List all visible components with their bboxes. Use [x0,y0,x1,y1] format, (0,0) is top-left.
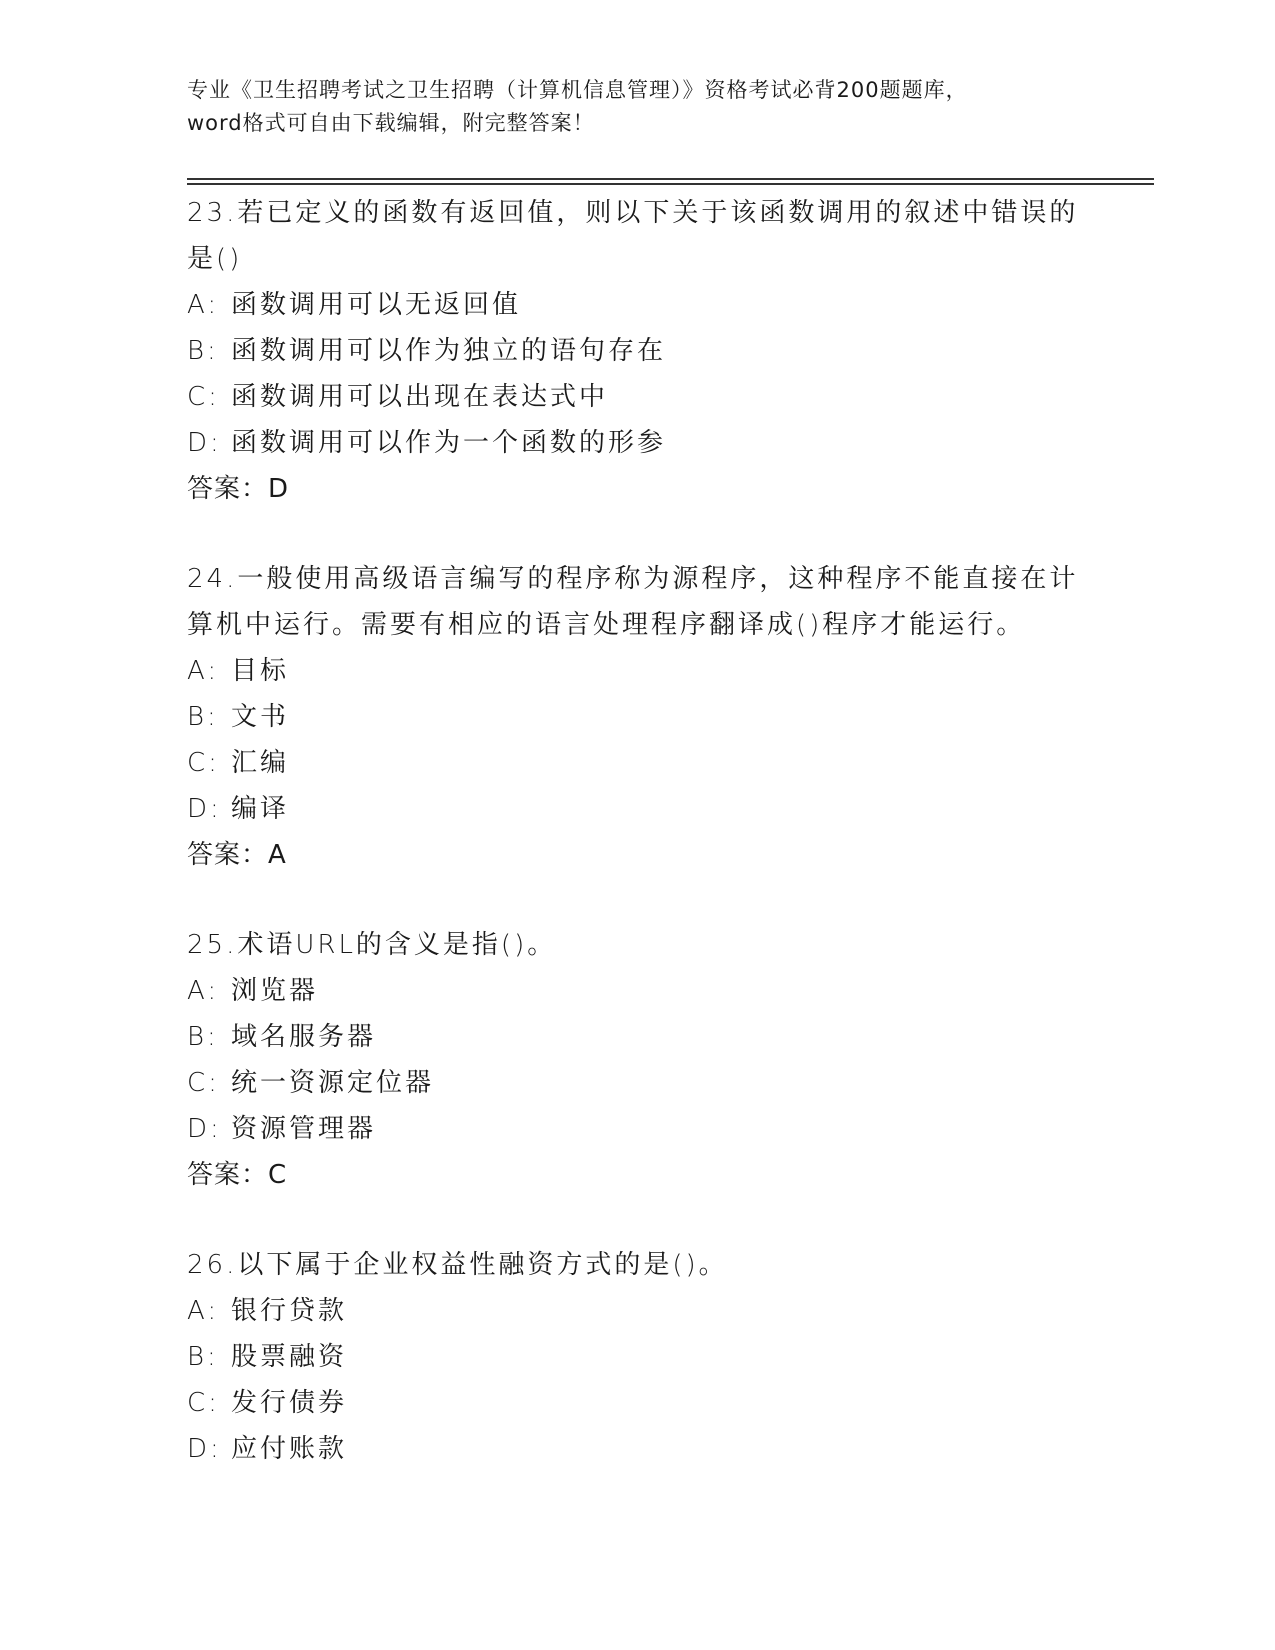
question-list [187,190,1087,1472]
option-a [187,1288,1087,1334]
option-text: 函数调用可以作为一个函数的形参 [231,428,667,458]
option-text: 资源管理器 [231,1114,377,1144]
question-text: 23.若已定义的函数有返回值，则以下关于该函数调用的叙述中错误的是() [187,198,1079,274]
option-key: A: [187,1296,220,1326]
option-key: A: [187,656,220,686]
option-a [187,968,1087,1014]
question-text: 25.术语URL的含义是指()。 [187,930,557,960]
option-text: 银行贷款 [231,1296,348,1326]
option-key: A: [187,290,220,320]
option-key: C: [187,748,220,778]
question-gap [187,512,1087,556]
option-key: D: [187,428,222,458]
option-a [187,648,1087,694]
option-key: C: [187,382,220,412]
option-key: D: [187,1114,222,1144]
question-gap [187,878,1087,922]
answer-line: 答案：C [187,1160,288,1190]
option-d [187,1106,1087,1152]
option-text: 编译 [231,794,290,824]
question-gap [187,1198,1087,1242]
option-text: 文书 [231,702,290,732]
option-text: 函数调用可以作为独立的语句存在 [231,336,667,366]
header-line-1: 专业《卫生招聘考试之卫生招聘（计算机信息管理）》资格考试必背200题题库， [187,78,968,102]
option-d [187,420,1087,466]
option-c [187,1380,1087,1426]
option-key: B: [187,1342,219,1372]
option-c [187,1060,1087,1106]
option-key: B: [187,1022,219,1052]
option-c [187,374,1087,420]
option-text: 域名服务器 [231,1022,377,1052]
answer-line: 答案：D [187,474,290,504]
option-key: C: [187,1388,220,1418]
option-text: 统一资源定位器 [231,1068,435,1098]
option-key: D: [187,1434,222,1464]
option-text: 发行债券 [231,1388,348,1418]
option-b [187,1014,1087,1060]
option-key: B: [187,702,219,732]
option-b [187,1334,1087,1380]
option-c [187,740,1087,786]
option-key: D: [187,794,222,824]
header-divider-top [187,178,1154,180]
option-text: 股票融资 [231,1342,348,1372]
header-divider-bottom [187,183,1154,185]
option-text: 函数调用可以出现在表达式中 [231,382,609,412]
option-text: 应付账款 [231,1434,348,1464]
option-key: C: [187,1068,220,1098]
option-d [187,786,1087,832]
option-a [187,282,1087,328]
option-key: A: [187,976,220,1006]
question-26 [187,1242,1087,1472]
question-text: 26.以下属于企业权益性融资方式的是()。 [187,1250,728,1280]
option-d [187,1426,1087,1472]
option-b [187,694,1087,740]
option-text: 函数调用可以无返回值 [231,290,522,320]
answer-line: 答案：A [187,840,287,870]
option-text: 汇编 [231,748,290,778]
option-b [187,328,1087,374]
option-text: 目标 [231,656,290,686]
question-24 [187,556,1087,878]
option-text: 浏览器 [231,976,319,1006]
question-23 [187,190,1087,512]
header-line-2: word格式可自由下载编辑，附完整答案！ [187,111,595,135]
option-key: B: [187,336,219,366]
question-25 [187,922,1087,1198]
question-text: 24.一般使用高级语言编写的程序称为源程序，这种程序不能直接在计算机中运行。需要有相应的语言处理程序翻译成()程序才能运行。 [187,564,1079,640]
document-header [187,74,1087,140]
